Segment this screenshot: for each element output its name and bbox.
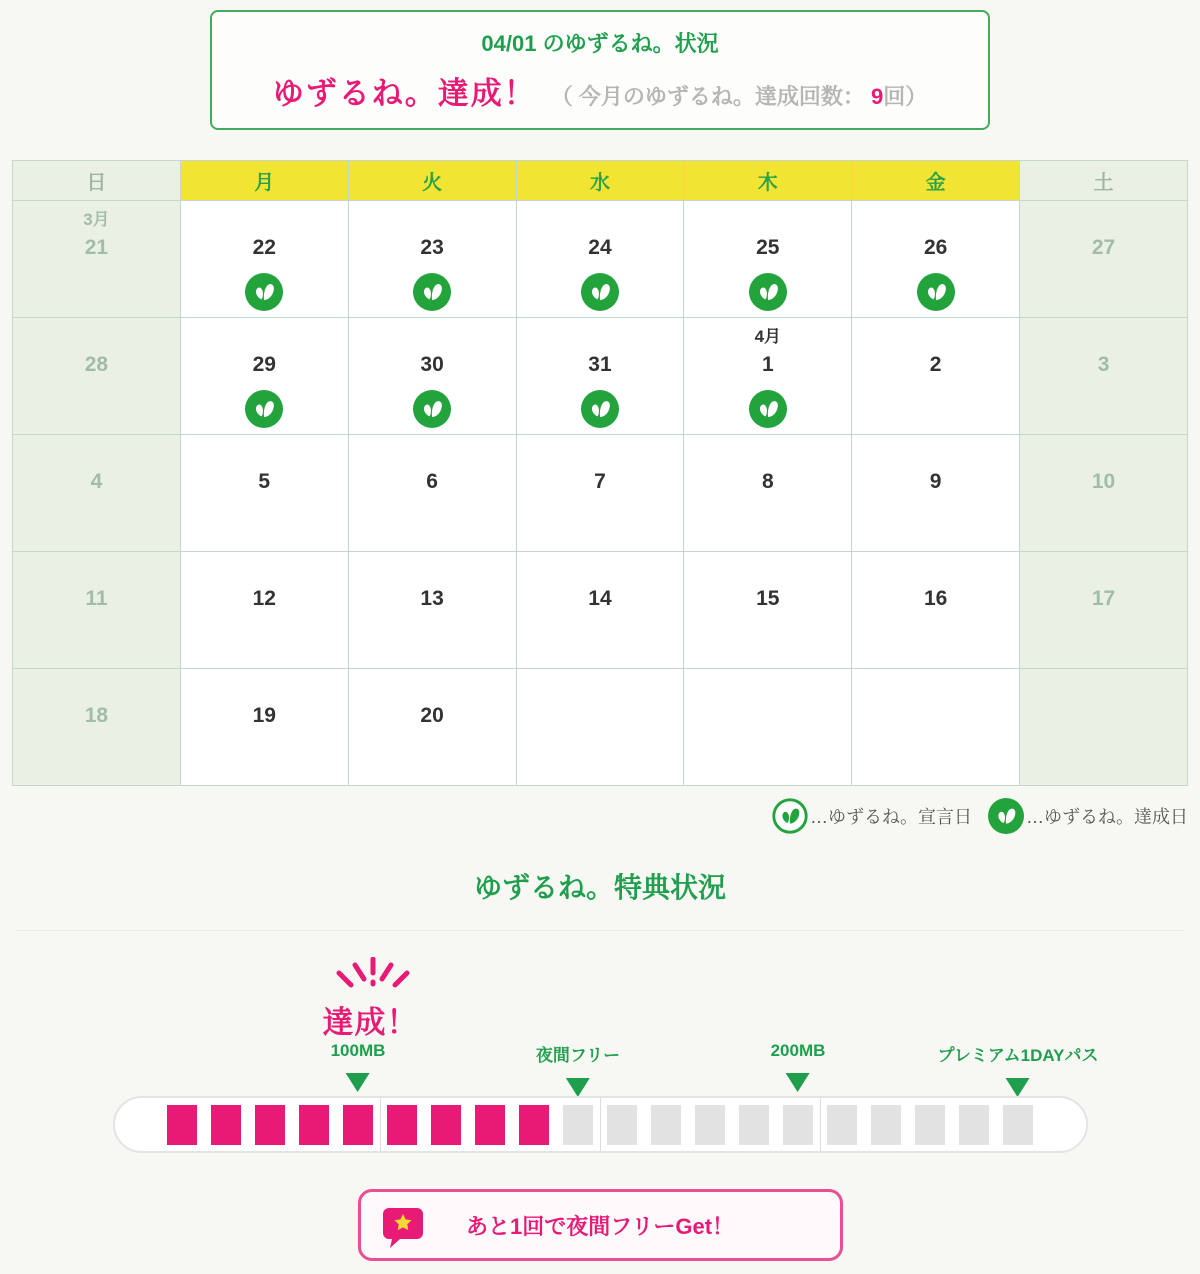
month-label <box>852 558 1019 584</box>
weekday-header-5: 金 <box>852 161 1020 201</box>
month-label: 4月 <box>754 327 782 346</box>
calendar-day-cell <box>13 435 181 552</box>
day-number: 30 <box>420 353 444 376</box>
progress-bar <box>113 1096 1088 1153</box>
month-label <box>684 675 851 701</box>
day-number <box>517 701 684 731</box>
day-number: 16 <box>923 587 948 610</box>
day-number: 23 <box>420 236 444 259</box>
weekday-header-0: 日 <box>13 161 181 201</box>
calendar-day-cell <box>1020 552 1188 669</box>
progress-group-divider <box>380 1098 381 1151</box>
yuzurune-achieved-icon <box>517 273 684 311</box>
progress-square-4 <box>299 1105 329 1145</box>
calendar-day-cell <box>180 201 348 318</box>
status-result: ゆずるね。達成！ <box>272 76 537 111</box>
monthly-count <box>551 80 928 111</box>
milestone-label: 夜間フリー <box>535 1046 621 1065</box>
month-label <box>852 675 1019 701</box>
milestone-triangle-icon <box>786 1073 810 1092</box>
day-number: 27 <box>1091 236 1116 259</box>
month-label <box>349 324 516 350</box>
calendar-day-cell <box>180 552 348 669</box>
calendar-day-cell <box>684 669 852 786</box>
day-number: 9 <box>929 470 942 493</box>
rewards-heading: ゆずるね。特典状況 <box>473 872 726 903</box>
calendar-day-cell <box>13 669 181 786</box>
calendar-day-cell <box>852 435 1020 552</box>
day-number: 18 <box>84 704 109 727</box>
month-label <box>181 324 348 350</box>
progress-group-divider <box>600 1098 601 1151</box>
yuzurune-status-page <box>0 10 1200 1261</box>
calendar-header-row <box>13 161 1188 201</box>
day-number <box>1020 701 1187 731</box>
month-label <box>1020 558 1187 584</box>
month-label <box>13 675 180 701</box>
calendar-day-cell <box>516 435 684 552</box>
month-label <box>684 441 851 467</box>
calendar-day-cell <box>1020 435 1188 552</box>
month-label <box>349 558 516 584</box>
month-label <box>181 441 348 467</box>
progress-square-10 <box>563 1105 593 1145</box>
calendar-day-cell <box>348 669 516 786</box>
month-label <box>517 441 684 467</box>
progress-square-16 <box>827 1105 857 1145</box>
weekday-header-2: 火 <box>348 161 516 201</box>
cta-banner[interactable] <box>358 1189 843 1261</box>
calendar-day-cell <box>1020 318 1188 435</box>
month-label <box>852 324 1019 350</box>
month-label <box>852 207 1019 233</box>
day-number: 8 <box>761 470 774 493</box>
calendar-day-cell <box>852 318 1020 435</box>
day-number: 20 <box>420 704 444 727</box>
yuzurune-achieved-icon <box>181 273 348 311</box>
month-label <box>1020 324 1187 350</box>
calendar-day-cell <box>516 669 684 786</box>
day-number: 25 <box>756 236 780 259</box>
month-label <box>181 675 348 701</box>
day-number: 4 <box>90 470 103 493</box>
weekday-header-1: 月 <box>180 161 348 201</box>
day-number: 21 <box>84 236 109 259</box>
day-number: 24 <box>588 236 612 259</box>
yuzurune-declared-icon <box>772 798 808 834</box>
status-title: 04/01 のゆずるね。状況 <box>481 31 719 56</box>
calendar-table <box>12 160 1188 786</box>
day-number: 26 <box>923 236 948 259</box>
progress-group-divider <box>820 1098 821 1151</box>
calendar-day-cell <box>348 552 516 669</box>
month-label <box>684 558 851 584</box>
speech-bubble-star-icon <box>381 1206 427 1255</box>
progress-square-13 <box>695 1105 725 1145</box>
month-label <box>13 324 180 350</box>
rewards-progress-section <box>113 957 1099 1153</box>
milestone-triangle-icon <box>566 1078 590 1097</box>
milestone-triangle-icon <box>346 1073 370 1092</box>
day-number: 7 <box>594 470 606 493</box>
calendar-day-cell <box>684 552 852 669</box>
achieved-burst-label: 達成！ <box>322 1005 419 1040</box>
day-number: 13 <box>420 587 444 610</box>
yuzurune-achieved-icon <box>684 390 851 428</box>
month-label <box>349 675 516 701</box>
progress-square-20 <box>1003 1105 1033 1145</box>
status-box <box>210 10 990 130</box>
calendar-legend <box>12 798 1188 834</box>
legend-label: …ゆずるね。達成日 <box>1026 807 1188 827</box>
month-label <box>517 324 684 350</box>
calendar-day-cell <box>13 318 181 435</box>
legend-item <box>772 798 972 834</box>
progress-square-9 <box>519 1105 549 1145</box>
calendar-day-cell <box>516 318 684 435</box>
month-label <box>181 207 348 233</box>
milestone-1 <box>536 1041 620 1097</box>
weekday-header-4: 木 <box>684 161 852 201</box>
milestone-0 <box>331 1041 386 1092</box>
status-line <box>273 68 928 113</box>
count-suffix: 回） <box>883 84 928 109</box>
day-number: 11 <box>85 587 108 610</box>
yuzurune-achieved-icon <box>517 390 684 428</box>
milestone-label: 100MB <box>330 1041 386 1060</box>
yuzurune-achieved-icon <box>349 273 516 311</box>
legend-label: …ゆずるね。宣言日 <box>810 807 972 827</box>
calendar-week-row <box>13 669 1188 786</box>
day-number <box>852 701 1019 731</box>
calendar-day-cell <box>348 318 516 435</box>
calendar-day-cell <box>180 435 348 552</box>
calendar-day-cell <box>1020 669 1188 786</box>
calendar-day-cell <box>684 201 852 318</box>
calendar-day-cell <box>852 201 1020 318</box>
progress-square-19 <box>959 1105 989 1145</box>
progress-square-7 <box>431 1105 461 1145</box>
month-label: 3月 <box>83 210 110 229</box>
day-number: 2 <box>929 353 942 376</box>
calendar-week-row <box>13 552 1188 669</box>
day-number: 5 <box>258 470 271 493</box>
month-label <box>181 558 348 584</box>
day-number: 31 <box>588 353 612 376</box>
day-number: 15 <box>756 587 780 610</box>
cta-message: あと1回で夜間フリーGet！ <box>465 1213 735 1239</box>
day-number: 17 <box>1091 587 1116 610</box>
calendar-day-cell <box>180 318 348 435</box>
yuzurune-achieved-icon <box>988 798 1024 834</box>
calendar-day-cell <box>13 201 181 318</box>
calendar-week-row <box>13 318 1188 435</box>
calendar-day-cell <box>348 435 516 552</box>
progress-square-12 <box>651 1105 681 1145</box>
calendar-day-cell <box>348 201 516 318</box>
weekday-header-3: 水 <box>516 161 684 201</box>
month-label <box>517 675 684 701</box>
calendar-week-row <box>13 201 1188 318</box>
month-label <box>517 207 684 233</box>
calendar-day-cell <box>684 435 852 552</box>
progress-square-14 <box>739 1105 769 1145</box>
day-number: 28 <box>84 353 109 376</box>
progress-square-15 <box>783 1105 813 1145</box>
day-number: 22 <box>252 236 276 259</box>
month-label <box>1020 675 1187 701</box>
calendar-day-cell <box>852 669 1020 786</box>
month-label <box>517 558 684 584</box>
month-label <box>852 441 1019 467</box>
day-number <box>684 701 851 731</box>
calendar-day-cell <box>852 552 1020 669</box>
progress-square-18 <box>915 1105 945 1145</box>
day-number: 14 <box>588 587 612 610</box>
month-label <box>349 207 516 233</box>
calendar-day-cell <box>1020 201 1188 318</box>
milestone-2 <box>771 1041 826 1092</box>
progress-square-2 <box>211 1105 241 1145</box>
progress-square-6 <box>387 1105 417 1145</box>
section-divider <box>15 930 1185 931</box>
milestone-label: プレミアム1DAYパス <box>937 1046 1099 1065</box>
month-label <box>13 558 180 584</box>
yuzurune-achieved-icon <box>684 273 851 311</box>
month-label <box>13 441 180 467</box>
calendar-day-cell <box>13 552 181 669</box>
progress-square-11 <box>607 1105 637 1145</box>
yuzurune-achieved-icon <box>852 273 1019 311</box>
month-label <box>349 441 516 467</box>
calendar-day-cell <box>684 318 852 435</box>
milestone-3 <box>938 1041 1099 1097</box>
progress-square-17 <box>871 1105 901 1145</box>
progress-square-1 <box>167 1105 197 1145</box>
progress-square-3 <box>255 1105 285 1145</box>
day-number: 6 <box>426 470 438 493</box>
month-label <box>1020 207 1187 233</box>
day-number: 29 <box>252 353 276 376</box>
progress-square-8 <box>475 1105 505 1145</box>
day-number: 12 <box>252 587 276 610</box>
calendar-day-cell <box>180 669 348 786</box>
count-value: 9 <box>870 84 884 109</box>
month-label <box>684 207 851 233</box>
day-number: 10 <box>1091 470 1116 493</box>
day-number: 1 <box>761 353 774 376</box>
count-prefix: （ 今月のゆずるね。達成回数： <box>550 84 865 109</box>
achieved-burst <box>323 957 419 1042</box>
calendar-week-row <box>13 435 1188 552</box>
legend-item <box>988 798 1188 834</box>
month-label <box>1020 441 1187 467</box>
milestone-label: 200MB <box>770 1041 826 1060</box>
calendar-day-cell <box>516 552 684 669</box>
progress-square-5 <box>343 1105 373 1145</box>
weekday-header-6: 土 <box>1020 161 1188 201</box>
yuzurune-achieved-icon <box>181 390 348 428</box>
yuzurune-achieved-icon <box>349 390 516 428</box>
calendar-day-cell <box>516 201 684 318</box>
milestone-triangle-icon <box>1006 1078 1030 1097</box>
day-number: 19 <box>252 704 276 727</box>
burst-rays-icon <box>325 957 417 997</box>
day-number: 3 <box>1097 353 1110 376</box>
